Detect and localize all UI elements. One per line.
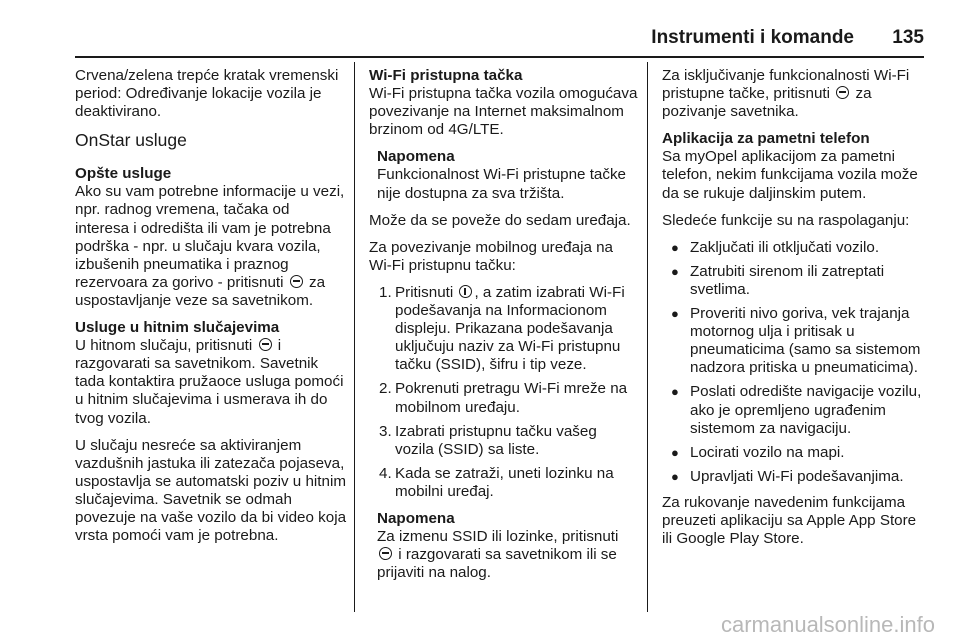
note-text: Funkcionalnost Wi-Fi pristupne tačke nije dostupna za sva tržišta. (377, 166, 627, 202)
general-services-text-a: Ako su vam potrebne informacije u vezi, npr. radnog vremena, tačaka od interesa i odredišta ili vam je potrebna podrška - npr. u slučaju kvara vozila, izbušenih pneumatika i praznog rezervoara za gorivo - pritisnuti (75, 183, 345, 291)
disable-paragraph (662, 67, 926, 121)
step-number: 3. (379, 422, 392, 440)
section-title-onstar: OnStar usluge (75, 130, 187, 151)
general-services-text-b: za uspostavljanje veze sa savetnikom. (75, 273, 326, 309)
disable-text-a: Za isključivanje funkcionalnosti Wi-Fi pristupne tačke, pritisnuti (662, 67, 910, 103)
connect-paragraph: Za povezivanje mobilnog uređaja na Wi-Fi pristupnu tačku: (369, 238, 614, 274)
step-text: Izabrati pristupnu tačku vašeg vozila (SSID) sa liste. (395, 422, 597, 458)
bullet-text: Zaključati ili otključati vozilo. (690, 238, 880, 256)
onstar-button-icon (290, 275, 303, 288)
bullet-text: Locirati vozilo na mapi. (690, 443, 845, 461)
bullet-icon: ● (671, 263, 679, 279)
bullet-text: Upravljati Wi-Fi podešavanjima. (690, 467, 904, 485)
accident-paragraph: U slučaju nesreće sa aktiviranjem vazdušnih jastuka ili zatezača pojaseva, uspostavlja se automatski poziv u hitnim slučajevima. Savetnik se odmah povezuje na vaše vozilo da bi video koja vrsta pomoći vam je potrebna. (75, 436, 347, 545)
step-text: Kada se zatraži, uneti lozinku na mobilni uređaj. (395, 464, 614, 500)
bullet-icon: ● (671, 384, 679, 400)
bullet-icon: ● (671, 239, 679, 255)
list-item (662, 305, 926, 377)
note-heading: Napomena (377, 148, 455, 166)
column-2 (369, 67, 639, 591)
list-item (369, 284, 639, 374)
general-services-heading: Opšte usluge (75, 165, 172, 183)
list-item (662, 383, 926, 437)
emergency-services-block (75, 319, 347, 428)
page-header (75, 27, 924, 57)
list-item (662, 239, 926, 257)
wifi-hotspot-text: Wi-Fi pristupna tačka vozila omogućava povezivanje na Internet maksimalnom brzinom od 4G/LTE. (369, 85, 638, 139)
step-text-continued: , a zatim izabrati Wi-Fi podešavanja na Informacionom displeju. Prikazana podešavanja uključuju naziv za Wi-Fi pristupnu tačku (SSID), šifru i tip veze. (395, 283, 625, 374)
list-item (369, 465, 639, 501)
functions-paragraph: Sledeće funkcije su na raspolaganju: (662, 211, 910, 229)
emergency-text-a: U hitnom slučaju, pritisnuti (75, 337, 253, 355)
bullet-icon: ● (671, 444, 679, 460)
bullet-icon: ● (671, 468, 679, 484)
list-item (662, 468, 926, 486)
step-number: 1. (379, 283, 392, 301)
bullet-icon: ● (671, 306, 679, 322)
list-item (662, 444, 926, 462)
onstar-button-icon (836, 86, 849, 99)
smartphone-app-text: Sa myOpel aplikacijom za pametni telefon, nekim funkcijama vozila može da se rukuje daljinskim putem. (662, 148, 918, 202)
step-text: Pokrenuti pretragu Wi-Fi mreže na mobilnom uređaju. (395, 380, 628, 416)
column-divider-2 (647, 62, 648, 612)
wifi-button-icon (459, 285, 472, 298)
list-item (662, 263, 926, 299)
column-3 (662, 67, 926, 557)
bullet-text: Proveriti nivo goriva, vek trajanja motornog ulja i pritisak u pneumaticima (samo sa sistemom nadzora pritiska u pneumaticima). (690, 305, 921, 377)
column-divider-1 (354, 62, 355, 612)
column-1 (75, 67, 347, 554)
devices-paragraph: Može da se poveže do sedam uređaja. (369, 211, 631, 229)
emergency-text-b: i razgovarati sa savetnikom. Savetnik tada kontaktira pružaoce usluga pomoći u hitnim slučajevima i usmerava ih do tvog vozila. (75, 337, 344, 427)
note-text-a: Za izmenu SSID ili lozinke, pritisnuti (377, 528, 619, 546)
onstar-button-icon (379, 547, 392, 560)
disable-text-b: za pozivanje savetnika. (662, 85, 872, 121)
header-divider (75, 56, 924, 58)
page-title: Instrumenti i komande (651, 27, 854, 48)
connection-steps (369, 284, 639, 501)
list-item (369, 380, 639, 416)
step-number: 4. (379, 464, 392, 482)
note-ssid (377, 510, 639, 582)
closing-paragraph: Za rukovanje navedenim funkcijama preuzeti aplikaciju sa Apple App Store ili Google Play Store. (662, 493, 917, 548)
intro-paragraph: Crvena/zelena trepće kratak vremenski period: Određivanje lokacije vozila je deaktivirano. (75, 67, 339, 121)
emergency-services-heading: Usluge u hitnim slučajevima (75, 319, 280, 337)
step-number: 2. (379, 380, 392, 398)
step-text: Pritisnuti (395, 283, 454, 301)
bullet-text: Poslati odredište navigacije vozilu, ako je opremljeno ugrađenim sistemom za navigaciju. (690, 383, 922, 437)
page-number: 135 (892, 27, 924, 48)
wifi-hotspot-heading: Wi-Fi pristupna tačka (369, 67, 523, 84)
note-text-b: i razgovarati sa savetnikom ili se prijaviti na nalog. (377, 546, 617, 582)
smartphone-app-heading: Aplikacija za pametni telefon (662, 130, 870, 148)
functions-list (662, 239, 926, 486)
sos-button-icon (259, 338, 272, 351)
wifi-hotspot-block (369, 67, 639, 139)
note-availability (377, 148, 639, 202)
smartphone-app-block (662, 130, 926, 202)
note-heading: Napomena (377, 509, 455, 527)
list-item (369, 423, 639, 459)
general-services-block (75, 165, 347, 310)
bullet-text: Zatrubiti sirenom ili zatreptati svetlima. (690, 262, 885, 298)
watermark: carmanualsonline.info (720, 612, 935, 637)
